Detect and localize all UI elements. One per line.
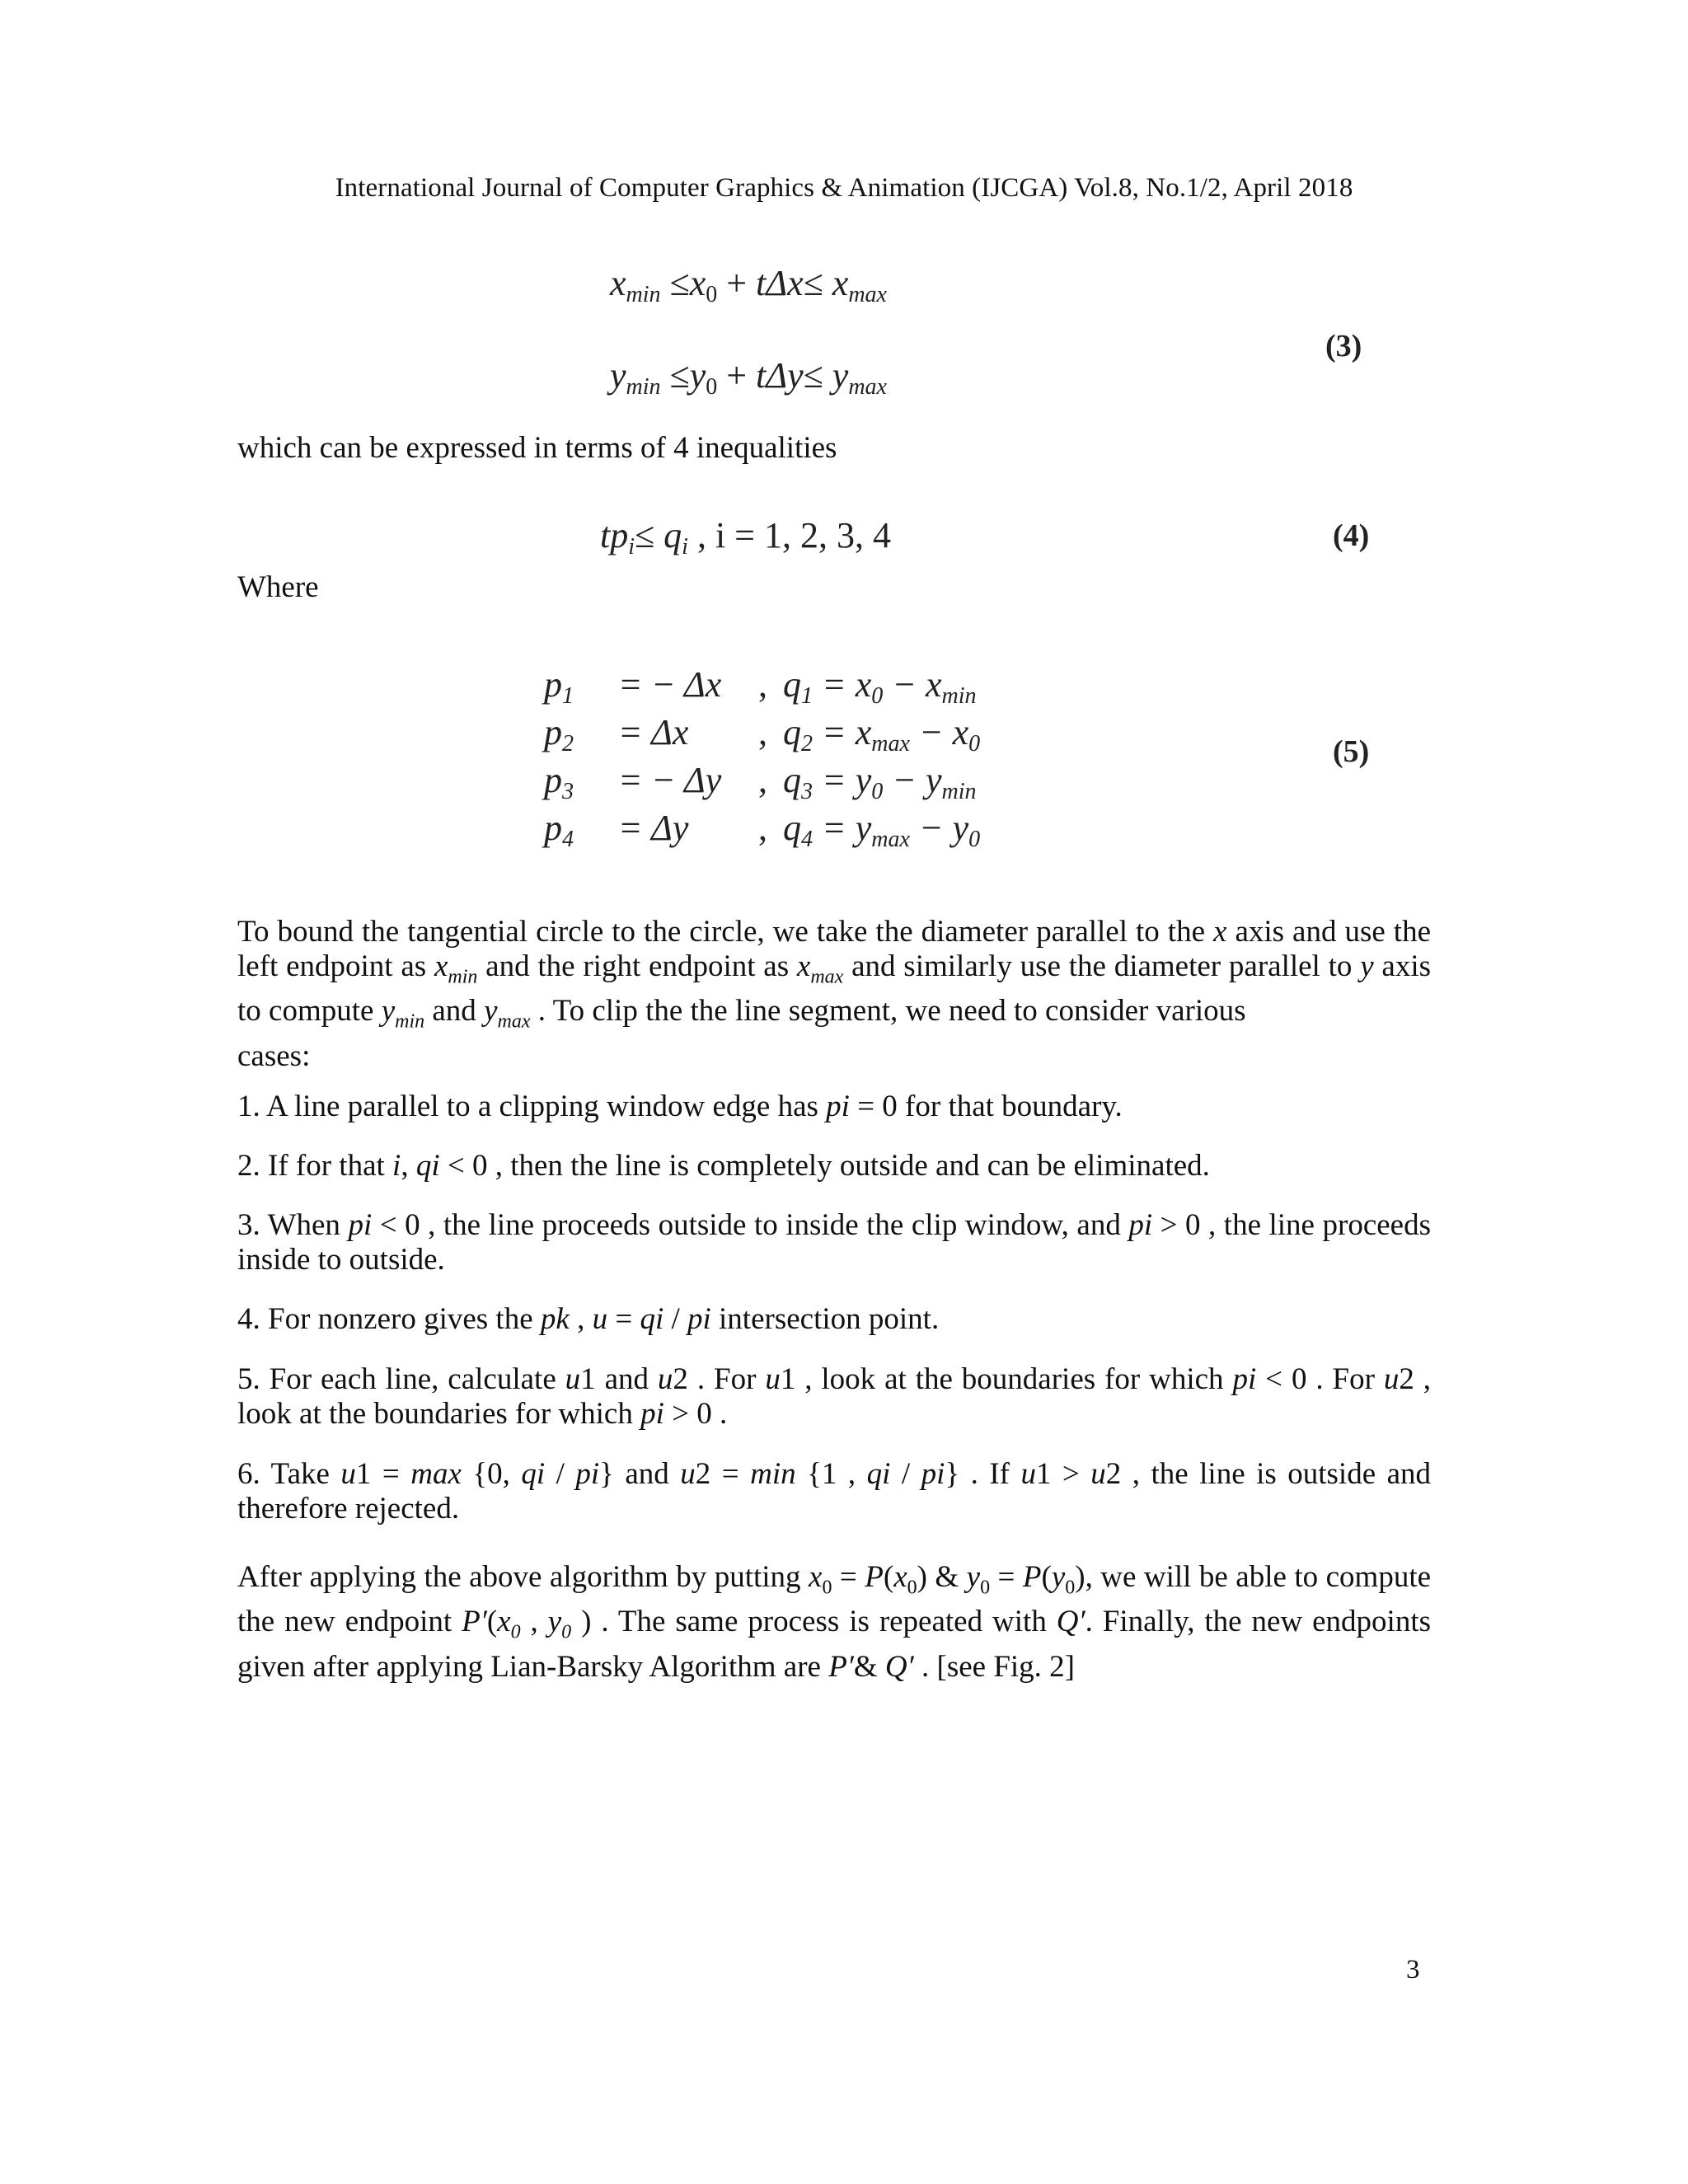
text-where: Where [237,570,319,604]
paragraph-bounding: To bound the tangential circle to the circle, we take the diameter parallel to the x axis and use the left endpoint as $x_{min}$ and the right endpoint as $x_{max}$ and similarly use the diameter parallel to y axis to compute $y_{min}$ and $y_{max}$ . To clip the the line segment, we need to consider various cases: [237,915,1432,1073]
list-item-6: 6. Take u1 = max {0, qi / pi} and u2 = min {1 , qi / pi} . If u1 > u2 , the line is outside and therefore rejected. [237,1457,1432,1526]
page-number: 3 [1406,1955,1420,1985]
equation-4: $tp_i\le q_i$ , i = 1, 2, 3, 4 [600,515,891,560]
equation-5-row: $p_1$ = − Δx , $q_1 = x_0 - x_{min}$ [544,664,977,709]
paragraph-after-algorithm: After applying the above algorithm by putting $x_0 = P(x_0)$ & $y_0 = P(y_0)$, we will be able to compute the new endpoint $P'(x_0$ , $y_0$ ) . The same process is repeated with Q′. Finally, the new endpoints given after applying Lian-Barsky Algorithm are P′& Q′ . [see Fig. 2] [237,1560,1432,1684]
list-item-4: 4. For nonzero gives the pk , u = qi / pi intersection point. [237,1302,940,1336]
equation-5-system [544,663,1088,855]
equation-4-number: (4) [1333,518,1370,553]
equation-5-row: $p_3$ = − Δy , $q_3 = y_0 - y_{min}$ [544,760,977,804]
equation-5-number: (5) [1333,734,1370,769]
equation-5-row: $p_2$ = Δx , $q_2 = x_{max} - x_0$ [544,712,981,757]
text-inequalities: which can be expressed in terms of 4 inequalities [237,431,837,465]
equation-3-line-1: $x_{min} \le x_0 + t\Delta x\le x_{max}$ [610,263,887,307]
list-item-2: 2. If for that i, qi < 0 , then the line is completely outside and can be eliminated. [237,1149,1210,1183]
journal-header: International Journal of Computer Graphics & Animation (IJCGA) Vol.8, No.1/2, April 2018 [335,173,1353,203]
equation-3-number: (3) [1325,329,1362,363]
list-item-3: 3. When pi < 0 , the line proceeds outside to inside the clip window, and pi > 0 , the line proceeds inside to outside. [237,1208,1431,1277]
list-item-1: 1. A line parallel to a clipping window edge has pi = 0 for that boundary. [237,1090,1123,1123]
equation-3-line-2: $y_{min} \le y_0 + t\Delta y\le y_{max}$ [610,355,887,400]
equation-5-row: $p_4$ = Δy , $q_4 = y_{max} - y_0$ [544,808,981,852]
list-item-5: 5. For each line, calculate u1 and u2 . For u1 , look at the boundaries for which pi < 0 . For u2 , look at the boundaries for which pi > 0 . [237,1362,1432,1431]
